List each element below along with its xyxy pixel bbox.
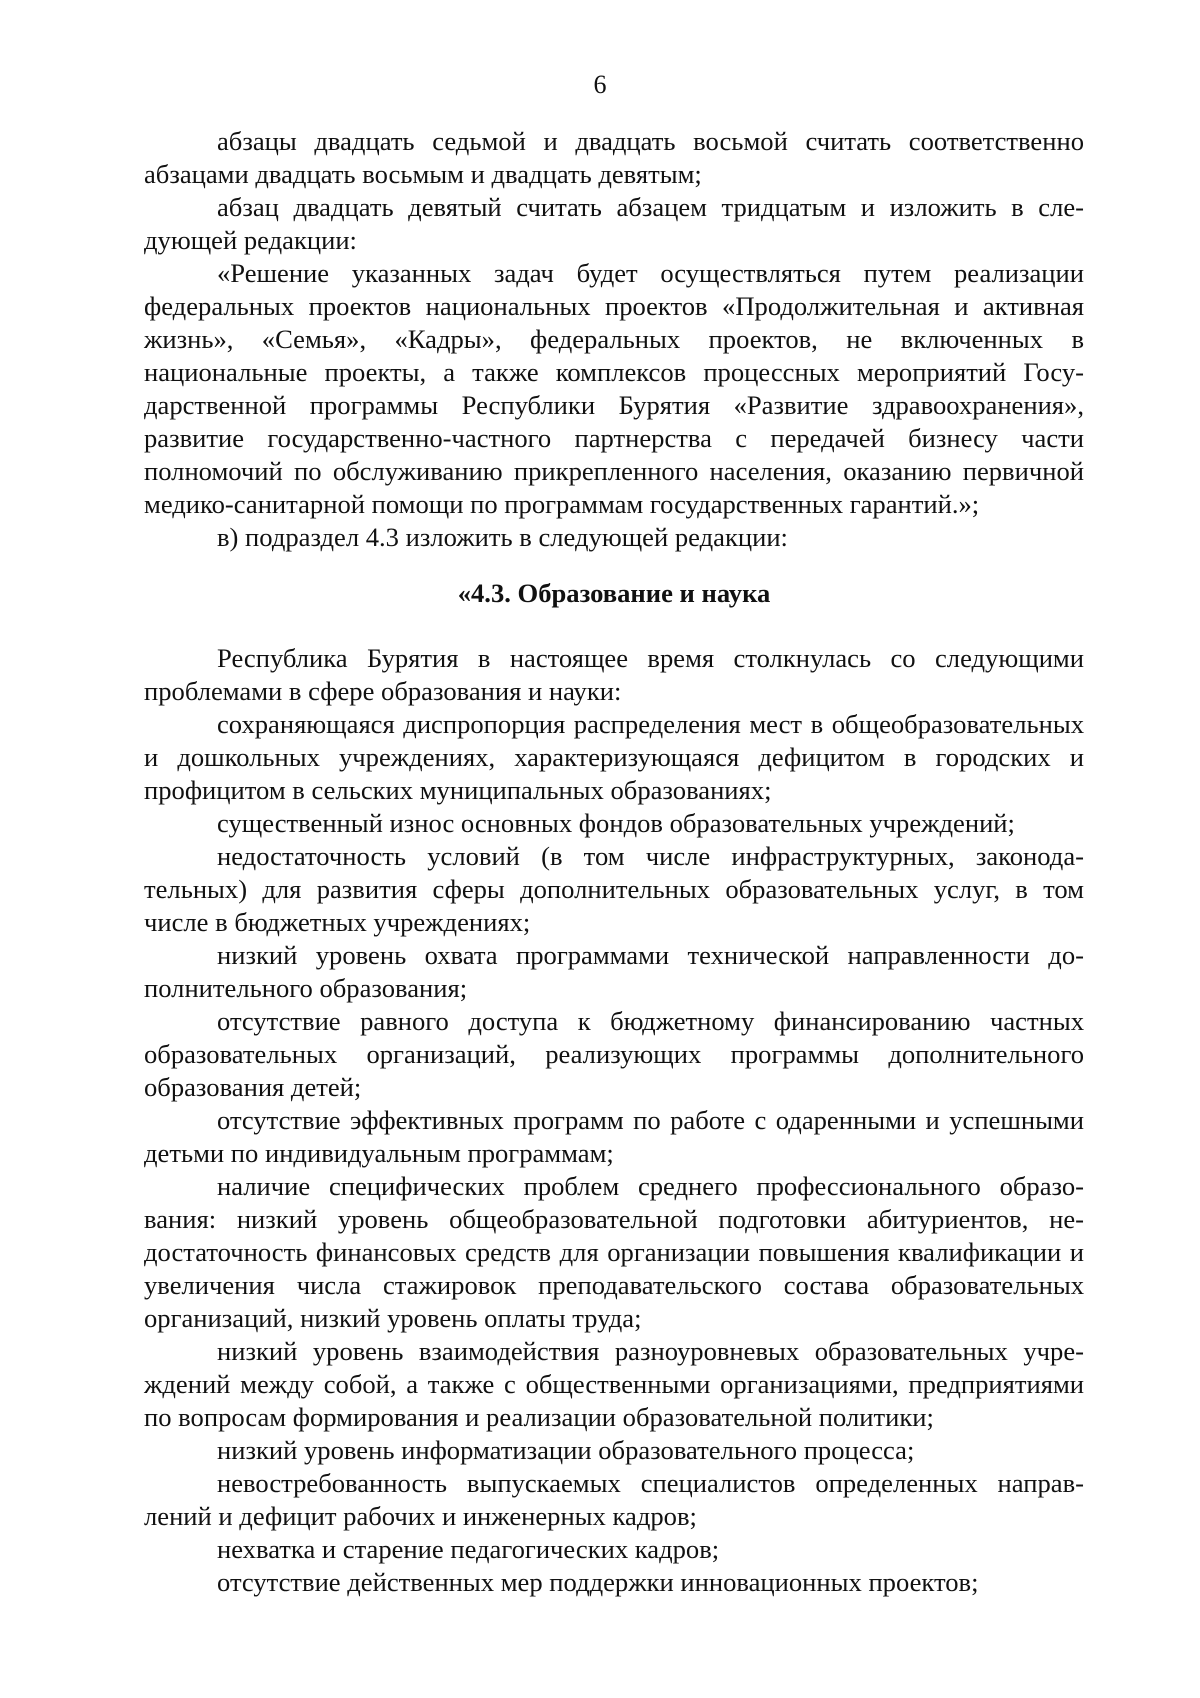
paragraph: «Решение указанных задач будет осуществляться путем реализации федеральных проектов национальных проектов «Продолжительная и активная жизнь», «Семья», «Кадры», федеральных проектов, не включенных в национальные проекты, а также комплексов процессных мероприятий Государственной программы Республики Бурятия «Развитие здравоохранения», развитие государственно-частного партнерства с передачей бизнесу части полномочий по обслуживанию прикрепленного населения, оказанию первичной медико-санитарной помощи по программам государственных гарантий.»; xyxy=(144,258,1084,519)
paragraph: Республика Бурятия в настоящее время столкнулась со следующими проблемами в сфере образования и науки: xyxy=(144,643,1084,706)
paragraph: низкий уровень охвата программами технической направленности дополнительного образования; xyxy=(144,940,1084,1003)
paragraph: низкий уровень взаимодействия разноуровневых образовательных учреждений между собой, а также с общественными организациями, предприятиями по вопросам формирования и реализации образовательной политики; xyxy=(144,1336,1084,1432)
paragraph: нехватка и старение педагогических кадров; xyxy=(217,1534,720,1564)
paragraph: существенный износ основных фондов образовательных учреждений; xyxy=(217,808,1015,838)
section-heading: «4.3. Образование и наука xyxy=(457,578,771,608)
paragraph: отсутствие эффективных программ по работе с одаренными и успешными детьми по индивидуальным программам; xyxy=(144,1105,1084,1168)
section-text-block xyxy=(144,642,1084,1599)
paragraph: невостребованность выпускаемых специалистов определенных направлений и дефицит рабочих и инженерных кадров; xyxy=(144,1468,1084,1531)
paragraph: недостаточность условий (в том числе инфраструктурных, законодательных) для развития сферы дополнительных образовательных услуг, в том числе в бюджетных учреждениях; xyxy=(144,841,1084,937)
amendment-text-block xyxy=(144,125,1084,554)
page-number: 6 xyxy=(593,70,607,99)
paragraph: отсутствие равного доступа к бюджетному финансированию частных образовательных организаций, реализующих программы дополнительного образования детей; xyxy=(144,1006,1084,1102)
paragraph: в) подраздел 4.3 изложить в следующей редакции: xyxy=(217,522,788,552)
paragraph: низкий уровень информатизации образовательного процесса; xyxy=(217,1435,915,1465)
paragraph: абзацы двадцать седьмой и двадцать восьмой считать соответственно абзацами двадцать восьмым и двадцать девятым; xyxy=(144,126,1084,189)
paragraph: отсутствие действенных мер поддержки инновационных проектов; xyxy=(217,1567,979,1597)
paragraph: сохраняющаяся диспропорция распределения мест в общеобразовательных и дошкольных учреждениях, характеризующаяся дефицитом в городских и профицитом в сельских муниципальных образованиях; xyxy=(144,709,1084,805)
paragraph: наличие специфических проблем среднего профессионального образования: низкий уровень общеобразовательной подготовки абитуриентов, недостаточность финансовых средств для организации повышения квалификации и увеличения числа стажировок преподавательского состава образовательных организаций, низкий уровень оплаты труда; xyxy=(144,1171,1084,1333)
paragraph: абзац двадцать девятый считать абзацем тридцатым и изложить в следующей редакции: xyxy=(144,192,1084,255)
